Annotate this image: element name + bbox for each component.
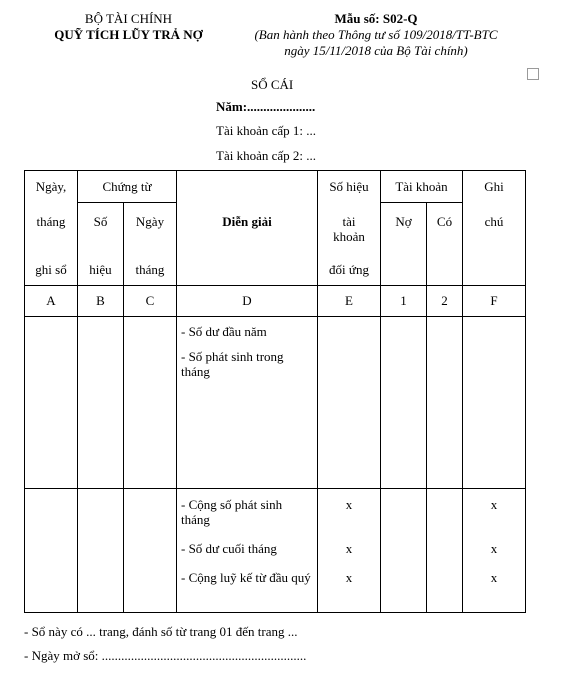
cell-empty[interactable]: [427, 489, 463, 613]
header-contra-line-3: khoản: [333, 229, 365, 244]
header-date-line-2: tháng: [36, 214, 66, 229]
cumulative-label: - Cộng luỹ kế từ đầu quý: [181, 570, 311, 585]
column-code: C: [124, 286, 177, 317]
cell-empty[interactable]: [25, 489, 78, 613]
column-code-row: [25, 286, 526, 317]
cell-empty[interactable]: [318, 317, 381, 489]
cell-empty[interactable]: [25, 317, 78, 489]
header-credit: [427, 203, 463, 286]
account-level-2: Tài khoản cấp 2: ...: [216, 148, 316, 163]
table-row: [25, 317, 526, 489]
cell-description[interactable]: [177, 317, 318, 489]
header-date-line-1: Ngày,: [35, 179, 67, 194]
header-account-label: Tài khoản: [395, 179, 448, 194]
cell-note[interactable]: [463, 489, 526, 613]
form-number: Mẫu số: S02-Q: [334, 11, 418, 26]
cell-empty[interactable]: [124, 317, 177, 489]
column-code: 2: [427, 286, 463, 317]
header-date: [25, 171, 78, 286]
cell-contra[interactable]: [318, 489, 381, 613]
header-contra-line-4: đối ứng: [329, 262, 369, 277]
column-code: A: [25, 286, 78, 317]
x-mark: x: [490, 497, 498, 512]
total-arising-label: - Cộng số phát sinh tháng: [181, 497, 283, 527]
header-credit-label: Có: [436, 214, 453, 229]
header-note-line-2: chú: [484, 214, 504, 229]
fund-name: QUỸ TÍCH LŨY TRẢ NỢ: [54, 27, 203, 42]
header-note-line-1: Ghi: [484, 179, 504, 194]
ledger-title: SỔ CÁI: [251, 77, 294, 92]
header-contra-line-2: tài: [342, 214, 356, 229]
issued-line-2: ngày 15/11/2018 của Bộ Tài chính): [284, 43, 468, 58]
header-voucher-number: [78, 203, 124, 286]
column-code: F: [463, 286, 526, 317]
column-code: B: [78, 286, 124, 317]
open-date-note: - Ngày mở sổ: ...............................................................: [24, 648, 307, 663]
ledger-table: [24, 170, 526, 613]
cell-description[interactable]: [177, 489, 318, 613]
ledger-year: Năm:.....................: [216, 99, 316, 114]
column-code: 1: [381, 286, 427, 317]
header-number-line-2: hiệu: [89, 262, 112, 277]
x-mark: x: [345, 570, 353, 585]
cell-empty[interactable]: [78, 489, 124, 613]
header-account: [381, 171, 463, 203]
x-mark: x: [490, 541, 498, 556]
column-code: D: [177, 286, 318, 317]
ministry-name: BỘ TÀI CHÍNH: [84, 11, 173, 26]
page-count-note: - Sổ này có ... trang, đánh số từ trang 01 đến trang ...: [24, 624, 298, 639]
x-mark: x: [345, 497, 353, 512]
x-mark: x: [345, 541, 353, 556]
header-vdate-line-2: tháng: [135, 262, 165, 277]
header-vdate-line-1: Ngày: [135, 214, 165, 229]
cell-empty[interactable]: [381, 489, 427, 613]
column-code: E: [318, 286, 381, 317]
header-description-label: Diễn giải: [222, 214, 272, 229]
header-voucher-label: Chứng từ: [102, 179, 152, 194]
account-level-1: Tài khoản cấp 1: ...: [216, 123, 316, 138]
header-contra-account: [318, 171, 381, 286]
header-note: [463, 171, 526, 286]
header-voucher: [78, 171, 177, 203]
header-date-line-3: ghi sổ: [35, 262, 67, 277]
x-mark: x: [490, 570, 498, 585]
closing-balance-label: - Số dư cuối tháng: [181, 541, 277, 556]
checkbox-icon[interactable]: [527, 68, 539, 80]
cell-empty[interactable]: [463, 317, 526, 489]
header-voucher-date: [124, 203, 177, 286]
opening-balance-label: - Số dư đầu năm: [181, 324, 267, 339]
table-row: [25, 489, 526, 613]
issued-line-1: (Ban hành theo Thông tư số 109/2018/TT-BTC: [254, 27, 498, 42]
header-contra-line-1: Số hiệu: [329, 179, 369, 194]
cell-empty[interactable]: [381, 317, 427, 489]
cell-empty[interactable]: [124, 489, 177, 613]
header-description: [177, 171, 318, 286]
arising-label: - Số phát sinh trong tháng: [181, 349, 284, 379]
cell-empty[interactable]: [427, 317, 463, 489]
header-debit: [381, 203, 427, 286]
header-debit-label: Nợ: [395, 214, 412, 229]
cell-empty[interactable]: [78, 317, 124, 489]
header-number-line-1: Số: [93, 214, 108, 229]
